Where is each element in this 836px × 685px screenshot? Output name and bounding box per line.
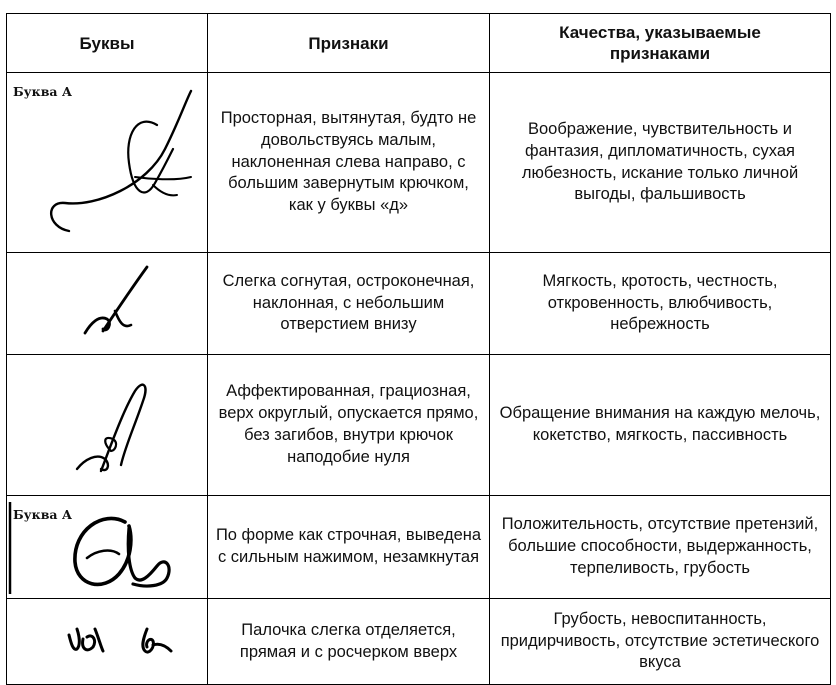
table-row bbox=[7, 355, 831, 496]
table-row bbox=[7, 253, 831, 355]
header-letters: Буквы bbox=[7, 14, 208, 73]
signs-text: По форме как строчная, выведена с сильным нажимом, незамкнутая bbox=[215, 526, 482, 566]
table-row bbox=[7, 73, 831, 253]
qualities-text: Положительность, отсутствие претензий, большие способности, выдержанность, терпеливость, грубость bbox=[501, 515, 819, 577]
handwritten-letter-a-sample-3 bbox=[7, 355, 208, 496]
letter-sample-cell bbox=[7, 355, 208, 496]
signs-text: Аффектированная, грациозная, верх округлый, опускается прямо, без загибов, внутри крючок наподобие нуля bbox=[218, 382, 479, 466]
qualities-text: Воображение, чувствительность и фантазия, дипломатичность, сухая любезность, искание только личной выгоды, фальшивость bbox=[521, 119, 799, 204]
signs-text: Слегка согнутая, остроконечная, наклонная, с небольшим отверстием внизу bbox=[222, 271, 475, 334]
signs-text: Просторная, вытянутая, будто не довольствуясь малым, наклоненная слева направо, с большим завернутым крючком, как у буквы «д» bbox=[220, 109, 477, 215]
qualities-text: Обращение внимания на каждую мелочь, кокетство, мягкость, пассивность bbox=[499, 404, 821, 444]
letter-sample-cell bbox=[7, 253, 208, 355]
graphology-table bbox=[6, 13, 831, 685]
table-row bbox=[7, 599, 831, 685]
letter-caption: Буква А bbox=[13, 84, 73, 99]
table-row bbox=[7, 496, 831, 599]
handwritten-letter-a-sample-2 bbox=[7, 253, 208, 355]
table-header-row bbox=[7, 14, 831, 73]
letter-sample-cell bbox=[7, 496, 208, 599]
header-qualities: Качества, указываемые признаками bbox=[490, 14, 831, 73]
letter-sample-cell bbox=[7, 73, 208, 253]
handwritten-letter-a-sample-5 bbox=[7, 599, 208, 685]
qualities-text: Мягкость, кротость, честность, откровенность, влюбчивость, небрежность bbox=[542, 271, 778, 334]
handwritten-letter-a-sample-4 bbox=[7, 496, 208, 599]
header-signs: Признаки bbox=[208, 14, 490, 73]
signs-text: Палочка слегка отделяется, прямая и с росчерком вверх bbox=[239, 620, 458, 661]
handwritten-letter-a-sample-1 bbox=[7, 73, 208, 253]
letter-sample-cell bbox=[7, 599, 208, 685]
letter-caption: Буква А bbox=[13, 507, 73, 522]
qualities-text: Грубость, невоспитанность, придирчивость, отсутствие эстетического вкуса bbox=[500, 609, 820, 672]
